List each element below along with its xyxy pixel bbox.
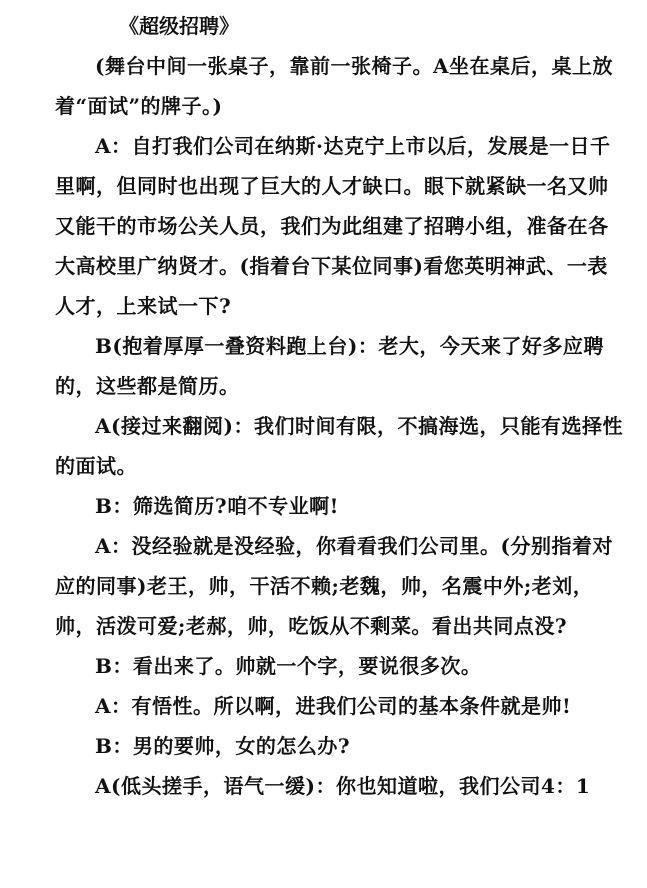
document-title: 《超级招聘》 (119, 14, 239, 38)
dialogue-paragraph: B：看出来了。帅就一个字，要说很多次。 (95, 654, 482, 678)
dialogue-paragraph: A(接过来翻阅)：我们时间有限，不搞海选，只能有选择性的面试。 (55, 414, 623, 478)
dialogue-paragraph: B：男的要帅，女的怎么办? (95, 734, 351, 758)
dialogue-paragraph: B(抱着厚厚一叠资料跑上台)：老大，今天来了好多应聘的，这些都是简历。 (55, 334, 604, 398)
dialogue-paragraph: A：没经验就是没经验，你看看我们公司里。(分别指着对应的同事)老王，帅，干活不赖;老魏，帅，名震中外;老刘，帅，活泼可爱;老郝，帅，吃饭从不剩菜。看出共同点没? (55, 534, 613, 638)
dialogue-paragraph: A：有悟性。所以啊，进我们公司的基本条件就是帅! (95, 694, 572, 718)
dialogue-paragraph: A：自打我们公司在纳斯·达克宁上市以后，发展是一日千里啊，但同时也出现了巨大的人才缺口。眼下就紧缺一名又帅又能干的市场公关人员，我们为此组建了招聘小组，准备在各大高校里广纳贤才。(指着台下某位同事)看您英明神武、一表人才，上来试一下? (55, 134, 611, 318)
dialogue-paragraph: A(低头搓手，语气一缓)：你也知道啦，我们公司4：1 (95, 774, 591, 798)
dialogue-paragraph: B：筛选简历?咱不专业啊! (95, 494, 339, 518)
stage-direction-paragraph: (舞台中间一张桌子，靠前一张椅子。A坐在桌后，桌上放着“面试”的牌子。) (55, 54, 613, 118)
